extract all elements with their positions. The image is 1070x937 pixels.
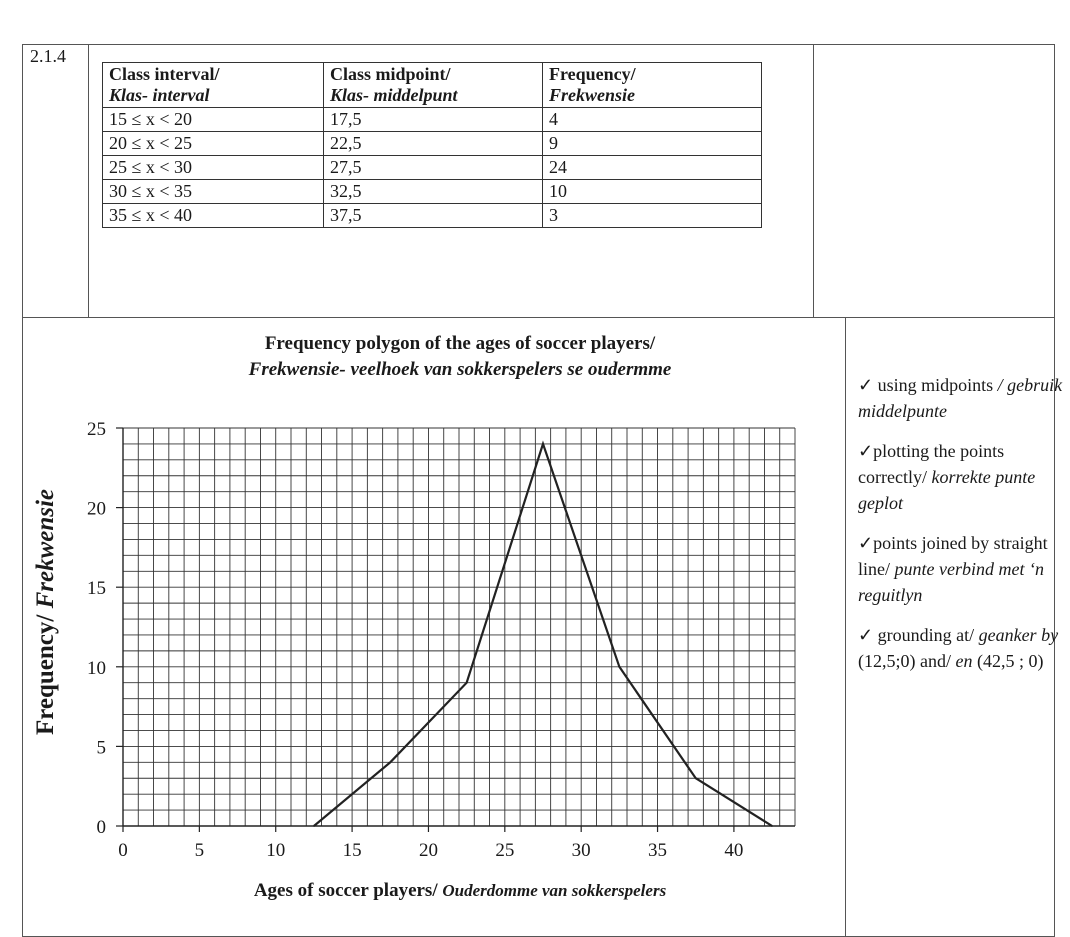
cell-interval: 30 ≤ x < 35 (103, 180, 324, 204)
x-axis-label-af: Ouderdomme van sokkerspelers (442, 881, 667, 900)
x-tick-label: 20 (418, 840, 438, 860)
top-left-divider (88, 44, 89, 318)
mark-item (858, 438, 1063, 516)
cell-interval: 15 ≤ x < 20 (103, 108, 324, 132)
x-tick-label: 30 (571, 840, 591, 860)
x-tick-label: 35 (648, 840, 668, 860)
marking-guide (858, 372, 1063, 688)
y-axis-label-af: Frekwensie (32, 488, 59, 609)
data-point (619, 666, 621, 668)
mark-text: plotting the points correctly/ (858, 441, 1005, 487)
x-tick-label: 40 (724, 840, 744, 860)
cell-interval: 20 ≤ x < 25 (103, 132, 324, 156)
table-row (103, 108, 762, 132)
frequency-polygon-chart (0, 390, 845, 860)
y-tick-label: 20 (87, 498, 106, 520)
header-en: Class midpoint/ (330, 64, 451, 84)
cell-interval: 25 ≤ x < 30 (103, 156, 324, 180)
table-row (103, 132, 762, 156)
x-axis-label-en: Ages of soccer players/ (253, 880, 438, 901)
table-row (103, 180, 762, 204)
check-icon: ✓ (858, 375, 874, 395)
mark-text: points joined by straight line/ (858, 533, 1048, 579)
cell-frequency: 3 (543, 204, 762, 228)
header-en: Class interval/ (109, 64, 220, 84)
mark-text-extra-af: en (955, 651, 973, 671)
cell-frequency: 4 (543, 108, 762, 132)
y-tick-label: 10 (87, 657, 106, 679)
mark-text: using midpoints (873, 375, 994, 395)
cell-midpoint: 27,5 (324, 156, 543, 180)
bottom-right-divider (845, 317, 846, 937)
mark-item (858, 530, 1063, 608)
data-point (389, 762, 391, 764)
question-number: 2.1.4 (30, 46, 66, 66)
check-icon: ✓ (858, 625, 874, 645)
chart-grid (123, 428, 795, 826)
y-tick-label: 0 (96, 817, 106, 838)
x-tick-label: 25 (495, 840, 515, 860)
data-point (771, 825, 773, 827)
chart-title: Frequency polygon of the ages of soccer players/ (264, 333, 656, 354)
x-axis-label (120, 880, 800, 902)
mark-text-af: korrekte punte geplot (858, 467, 1036, 513)
cell-midpoint: 32,5 (324, 180, 543, 204)
mark-text-extra: (42,5 ; 0) (976, 651, 1044, 671)
header-af: Klas- middelpunt (330, 85, 458, 105)
table-header-row (103, 63, 762, 108)
header-af: Klas- interval (109, 85, 210, 105)
table-row (103, 204, 762, 228)
cell-midpoint: 17,5 (324, 108, 543, 132)
x-tick-label: 0 (118, 840, 128, 860)
mark-item (858, 372, 1063, 424)
cell-interval: 35 ≤ x < 40 (103, 204, 324, 228)
mark-text-af: / gebruik middelpunte (858, 375, 1063, 421)
data-point (695, 777, 697, 779)
header-af: Frekwensie (549, 85, 636, 105)
header-en: Frequency/ (549, 64, 636, 84)
y-axis-label (32, 489, 60, 735)
x-tick-label: 10 (266, 840, 286, 860)
header-class-midpoint (324, 63, 543, 108)
y-tick-label: 5 (96, 737, 106, 759)
mark-text-af: geanker by (978, 625, 1059, 645)
y-tick-label: 15 (87, 578, 106, 600)
data-point (466, 682, 468, 684)
mark-text: grounding at/ (873, 625, 975, 645)
frequency-table (102, 62, 762, 228)
header-class-interval (103, 63, 324, 108)
y-axis-label-en: Frequency/ (32, 614, 59, 736)
y-tick-label: 25 (87, 419, 106, 440)
cell-frequency: 10 (543, 180, 762, 204)
check-icon: ✓ (858, 441, 874, 461)
mark-text-af: punte verbind met ‘n reguitlyn (858, 559, 1044, 605)
chart-subtitle: Frekwensie- veelhoek van sokkerspelers se oudermme (248, 359, 672, 380)
x-tick-label: 5 (194, 840, 205, 860)
table-row (103, 156, 762, 180)
mark-item (858, 622, 1063, 674)
check-icon: ✓ (858, 533, 874, 553)
data-point (313, 825, 315, 827)
x-tick-label: 15 (342, 840, 362, 860)
data-point (542, 443, 544, 445)
cell-frequency: 24 (543, 156, 762, 180)
cell-frequency: 9 (543, 132, 762, 156)
header-frequency (543, 63, 762, 108)
mark-text-extra: (12,5;0) and/ (858, 651, 951, 671)
cell-midpoint: 37,5 (324, 204, 543, 228)
top-right-divider (813, 44, 814, 318)
cell-midpoint: 22,5 (324, 132, 543, 156)
